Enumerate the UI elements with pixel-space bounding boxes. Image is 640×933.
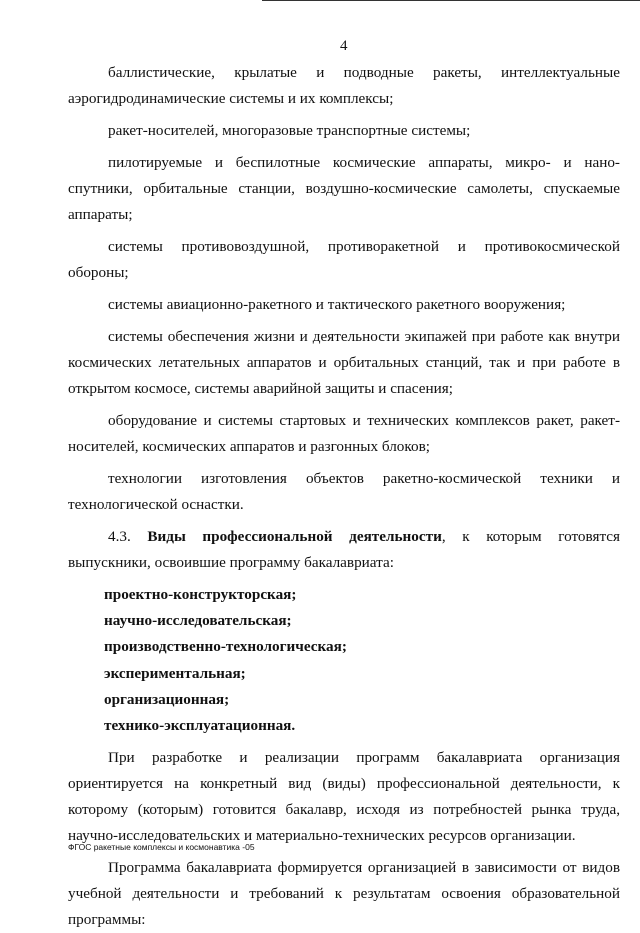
list-item: экспериментальная; <box>104 664 246 682</box>
paragraph-launch-complexes: оборудование и системы стартовых и технических комплексов ракет, ракет-носителей, космических аппаратов и разгонных блоков; <box>68 412 620 455</box>
list-item: научно-исследовательская; <box>104 612 292 630</box>
paragraph-technologies: технологии изготовления объектов ракетно-космической техники и технологической оснастки. <box>68 470 620 513</box>
paragraph-missiles: баллистические, крылатые и подводные ракеты, интеллектуальные аэрогидродинамические системы и их комплексы; <box>68 64 620 107</box>
page-number: 4 <box>340 38 348 54</box>
footer-note: ФГОС ракетные комплексы и космонавтика -05 <box>68 842 255 852</box>
list-item: производственно-технологическая; <box>104 638 347 656</box>
document-body <box>68 58 620 933</box>
list-item: технико-эксплуатационная. <box>104 717 296 735</box>
section-number: 4.3. <box>108 528 131 545</box>
paragraph-armament: системы авиационно-ракетного и тактического ракетного вооружения; <box>108 296 566 313</box>
paragraph-life-support: системы обеспечения жизни и деятельности экипажей при работе как внутри космических летательных аппаратов и орбитальных станций, так и при работе в открытом космосе, системы аварийной защиты и спасения; <box>68 328 620 397</box>
paragraph-defense: системы противовоздушной, противоракетной и противокосмической обороны; <box>68 238 620 281</box>
paragraph-development: При разработке и реализации программ бакалавриата организация ориентируется на конкретный вид (виды) профессиональной деятельности, к которому (которым) готовится бакалавр, исходя из потребностей рынка труда, научно-исследовательских и материально-технических ресурсов организации. <box>68 749 620 845</box>
paragraph-program-formation: Программа бакалавриата формируется организацией в зависимости от видов учебной деятельности и требований к результатам освоения образовательной программы: <box>68 859 620 929</box>
top-border-line <box>262 0 640 1</box>
list-item: проектно-конструкторская; <box>104 586 297 603</box>
section-title: Виды профессиональной деятельности <box>147 528 442 545</box>
section-text: , к которым готовятся выпускники, освоившие программу бакалавриата: <box>68 528 620 571</box>
paragraph-spacecraft: пилотируемые и беспилотные космические аппараты, микро- и нано- спутники, орбитальные станции, воздушно-космические самолеты, спускаемые аппараты; <box>68 154 620 223</box>
list-item: организационная; <box>104 690 230 708</box>
section-4-3 <box>68 524 620 576</box>
paragraph-launch-vehicles: ракет-носителей, многоразовые транспортные системы; <box>108 122 471 139</box>
activity-types-list <box>68 582 620 739</box>
